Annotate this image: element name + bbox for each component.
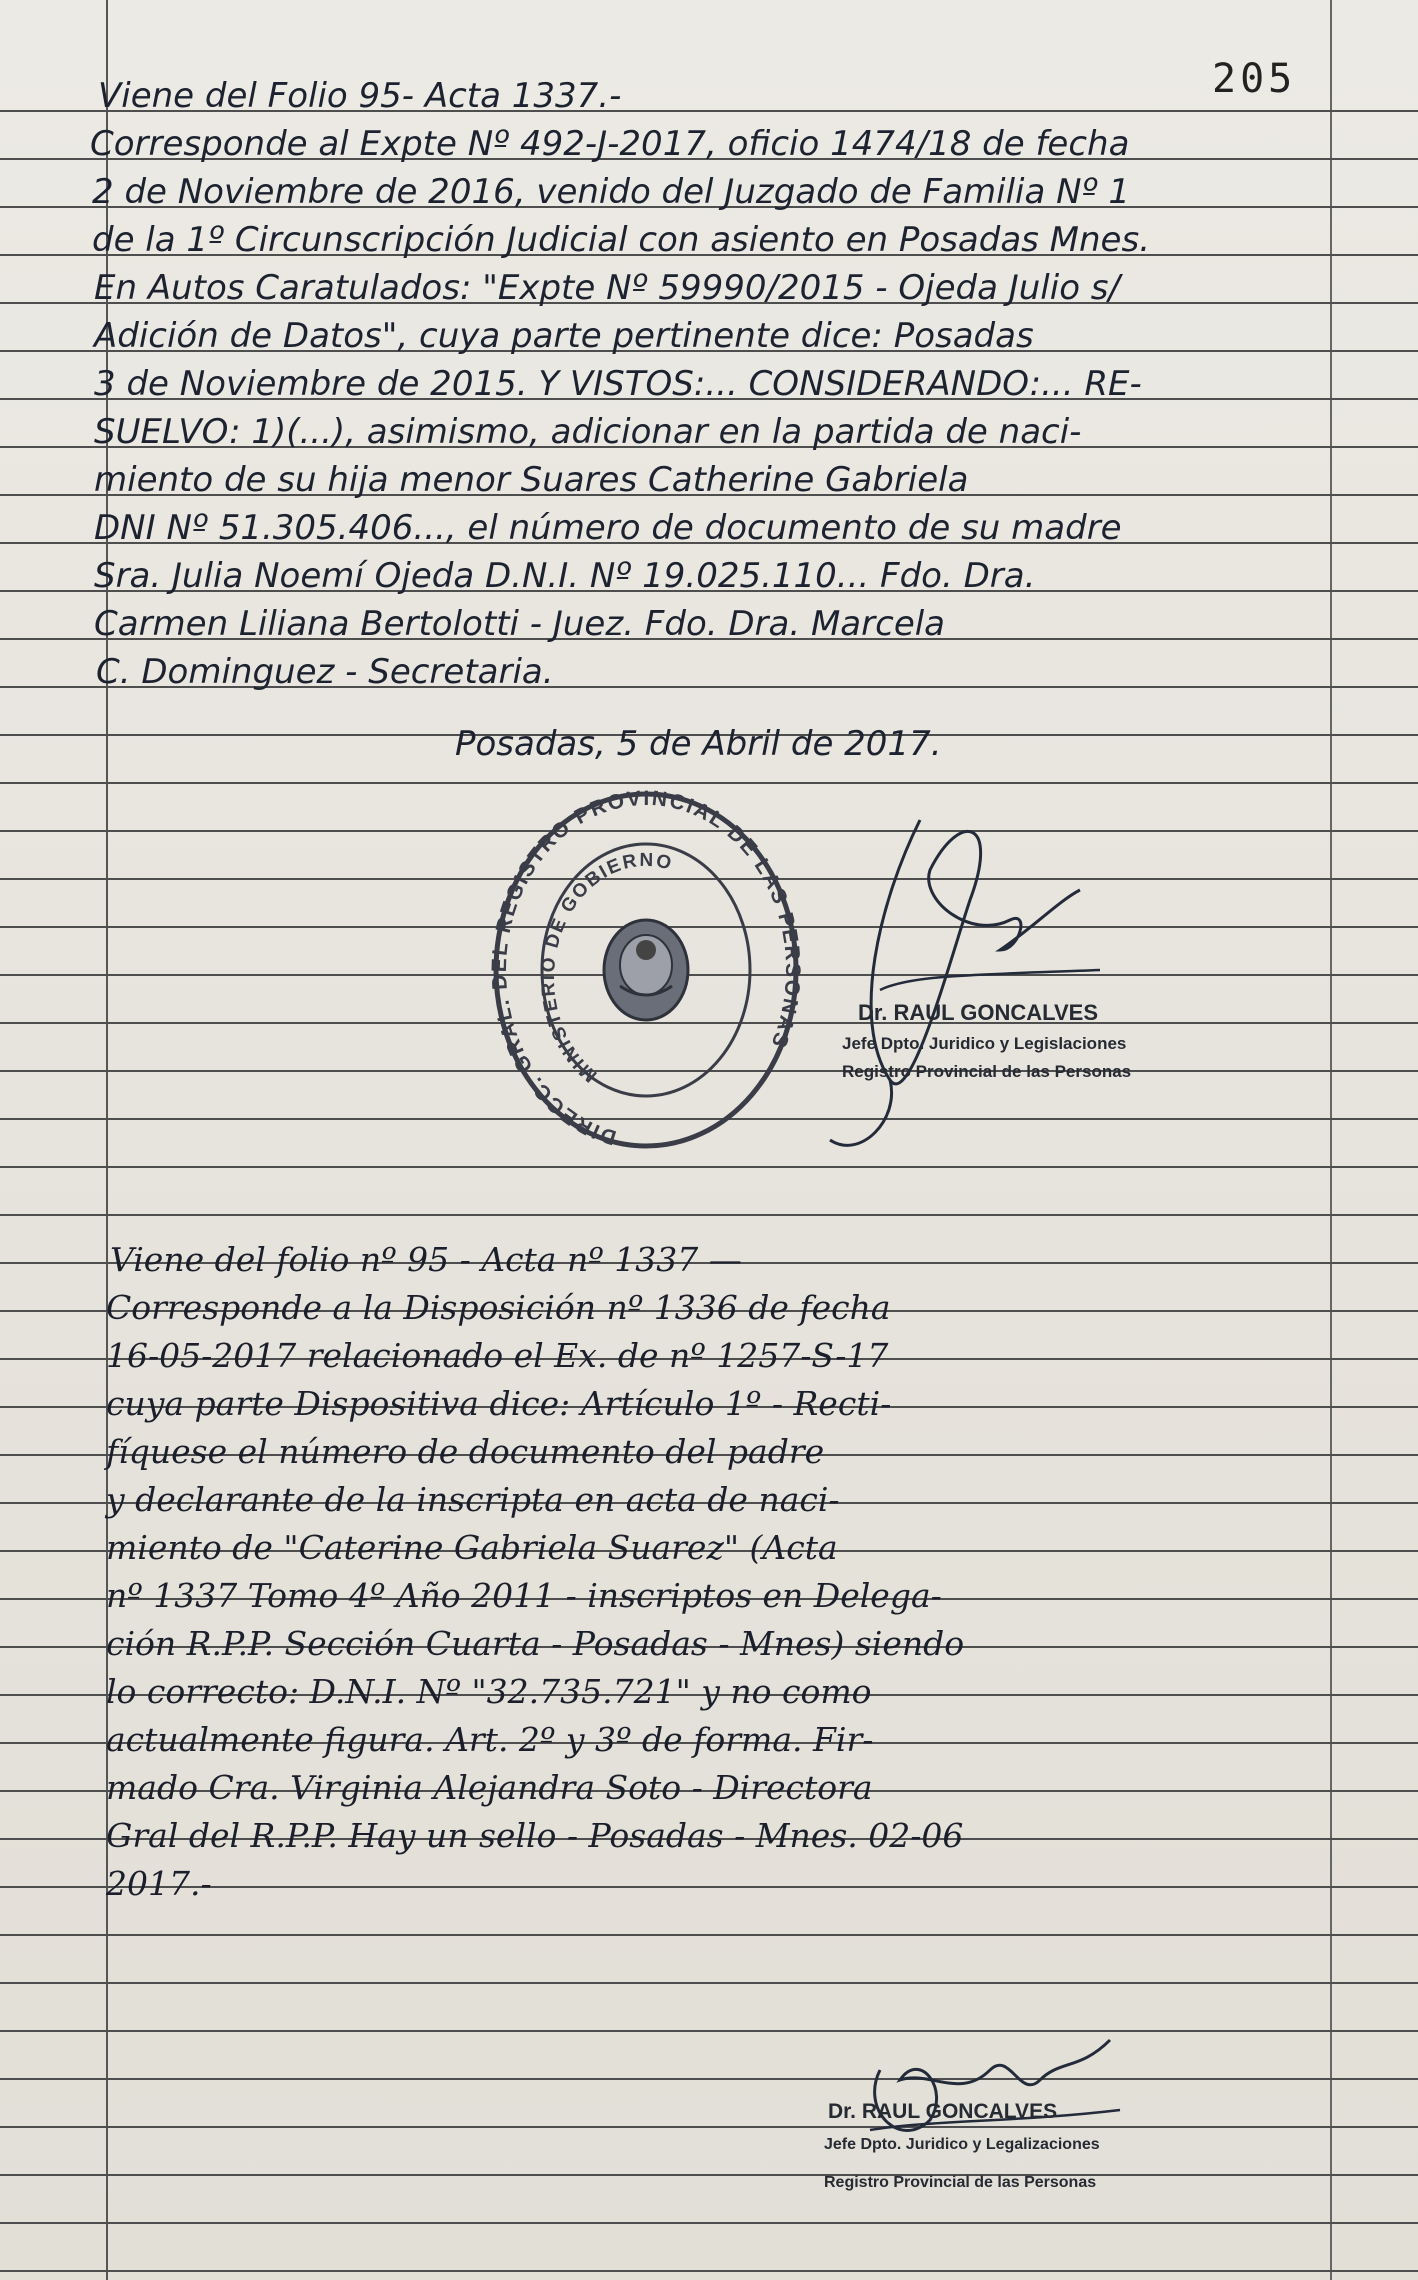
- entry-2-line: Gral del R.P.P. Hay un sello - Posadas - Mnes. 02-06: [106, 1816, 964, 1855]
- entry-1-line: de la 1º Circunscripción Judicial con asiento en Posadas Mnes.: [92, 220, 1151, 260]
- entry-1-line: Adición de Datos", cuya parte pertinente dice: Posadas: [94, 316, 1034, 356]
- entry-1-line: Sra. Julia Noemí Ojeda D.N.I. Nº 19.025.110... Fdo. Dra.: [94, 556, 1036, 596]
- entry-2-line: 2017.-: [106, 1864, 212, 1903]
- ruled-line: [0, 2174, 1418, 2176]
- entry-2-line: y declarante de la inscripta en acta de naci-: [106, 1480, 840, 1519]
- entry-1-line: SUELVO: 1)(...), asimismo, adicionar en la partida de naci-: [94, 412, 1082, 452]
- entry-2-line: lo correcto: D.N.I. Nº "32.735.721" y no como: [106, 1672, 872, 1711]
- entry-2-line: actualmente figura. Art. 2º y 3º de forma. Fir-: [106, 1720, 874, 1759]
- entry-2-line: mado Cra. Virginia Alejandra Soto - Directora: [106, 1768, 873, 1807]
- entry-2-line: ción R.P.P. Sección Cuarta - Posadas - Mnes) siendo: [106, 1624, 965, 1663]
- ruled-line: [0, 2030, 1418, 2032]
- entry-2-line: miento de "Caterine Gabriela Suarez" (Acta: [106, 1528, 838, 1567]
- entry-2-line: Viene del folio nº 95 - Acta nº 1337 —: [110, 1240, 742, 1279]
- entry-1-line: Corresponde al Expte Nº 492-J-2017, oficio 1474/18 de fecha: [90, 124, 1130, 164]
- seal-outer-text: DIRECC. GRAL. DEL REGISTRO PROVINCIAL DE LAS PERSONAS: [488, 790, 804, 1149]
- entry-2-line: cuya parte Dispositiva dice: Artículo 1º - Recti-: [106, 1384, 892, 1423]
- official-seal: [488, 790, 804, 1170]
- ruled-line: [0, 2126, 1418, 2128]
- ruled-line: [0, 2222, 1418, 2224]
- right-margin-line: [1330, 0, 1332, 2280]
- entry-2-line: fíquese el número de documento del padre: [106, 1432, 825, 1471]
- coat-of-arms-icon: [604, 920, 688, 1020]
- signature-1: [770, 780, 1170, 1180]
- entry-1-line: En Autos Caratulados: "Expte Nº 59990/2015 - Ojeda Julio s/: [94, 268, 1120, 308]
- signature-2-name: Dr. RAUL GONCALVES: [828, 2100, 1058, 2123]
- entry-2-line: nº 1337 Tomo 4º Año 2011 - inscriptos en Delega-: [106, 1576, 942, 1615]
- signature-2-title: Jefe Dpto. Juridico y Legalizaciones: [824, 2136, 1100, 2153]
- entry-1-line: miento de su hija menor Suares Catherine Gabriela: [94, 460, 969, 500]
- entry-2-line: 16-05-2017 relacionado el Ex. de nº 1257-S-17: [106, 1336, 889, 1375]
- signature-1-org: Registro Provincial de las Personas: [842, 1062, 1132, 1081]
- signature-1-title: Jefe Dpto. Juridico y Legislaciones: [842, 1034, 1127, 1053]
- signature-1-name: Dr. RAUL GONCALVES: [858, 1000, 1098, 1025]
- ruled-line: [0, 1982, 1418, 1984]
- ruled-line: [0, 782, 1418, 784]
- entry-1-line: 2 de Noviembre de 2016, venido del Juzgado de Familia Nº 1: [92, 172, 1131, 212]
- ruled-line: [0, 1214, 1418, 1216]
- seal-inner-text: MINISTERIO DE GOBIERNO: [537, 849, 676, 1086]
- ruled-line: [0, 2270, 1418, 2272]
- signature-2-org: Registro Provincial de las Personas: [824, 2174, 1097, 2191]
- ruled-line: [0, 1886, 1418, 1888]
- place-date: Posadas, 5 de Abril de 2017.: [455, 724, 942, 764]
- entry-1-line: Viene del Folio 95- Acta 1337.-: [98, 76, 622, 116]
- entry-1-line: Carmen Liliana Bertolotti - Juez. Fdo. Dra. Marcela: [94, 604, 946, 644]
- entry-1-line: DNI Nº 51.305.406..., el número de documento de su madre: [94, 508, 1122, 548]
- entry-1-line: C. Dominguez - Secretaria.: [96, 652, 554, 692]
- ruled-line: [0, 1934, 1418, 1936]
- entry-1-line: 3 de Noviembre de 2015. Y VISTOS:... CONSIDERANDO:... RE-: [94, 364, 1142, 404]
- ruled-line: [0, 2078, 1418, 2080]
- entry-2-line: Corresponde a la Disposición nº 1336 de fecha: [106, 1288, 891, 1327]
- folio-number: 205: [1212, 56, 1297, 102]
